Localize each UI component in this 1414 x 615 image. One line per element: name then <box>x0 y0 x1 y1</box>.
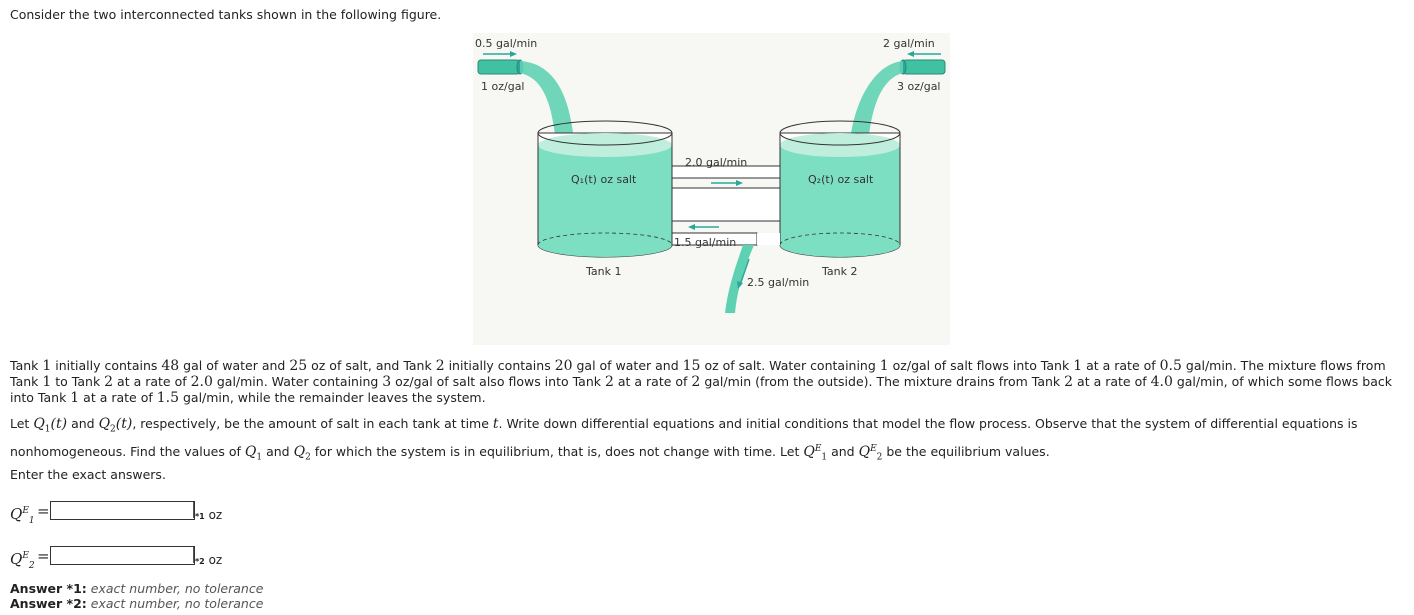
tank-2 <box>780 121 900 257</box>
answer-note-2: Answer *2: exact number, no tolerance <box>10 596 264 611</box>
equals-sign: = <box>37 502 50 520</box>
inflow1-conc: 1 oz/gal <box>481 80 525 93</box>
answer-input-2[interactable] <box>50 546 195 565</box>
connecting-pipes <box>672 166 780 245</box>
answer-tag-2: *2 oz <box>195 553 223 567</box>
intro-text: Consider the two interconnected tanks shown in the following figure. <box>10 7 442 22</box>
answer-note-1: Answer *1: exact number, no tolerance <box>10 581 264 596</box>
q2e-symbol: $Q^E_2$ <box>10 550 35 571</box>
problem-statement: Tank 1 initially contains 48 gal of water and 25 oz of salt, and Tank 2 initially contains 20 gal of water and 15 oz of salt. Water containing 1 oz/gal of salt flows into Tank 1 at a rate of 0.5 gal/min. The mixture flows from Tank 1 to Tank 2 at a rate of 2.0 gal/min. Water containing 3 oz/gal of salt also flows into Tank 2 at a rate of 2 gal/min (from the outside). The mixture drains from Tank 2 at a rate of 4.0 gal/min, of which some flows back into Tank 1 at a rate of 1.5 gal/min, while the remainder leaves the system. <box>10 358 1392 406</box>
pipe-bottom-rate: 1.5 gal/min <box>674 236 737 249</box>
q1e-symbol: $Q^E_1$ <box>10 505 35 526</box>
tank-1 <box>538 121 672 257</box>
tank1-salt-label: Q₁(t) oz salt <box>571 173 637 186</box>
tank2-salt-label: Q₂(t) oz salt <box>808 173 874 186</box>
tank1-label: Tank 1 <box>586 265 622 278</box>
inflow1-rate: 0.5 gal/min <box>475 37 538 50</box>
problem-question: Let $Q_1(t)$ and $Q_2(t)$, respectively, be the amount of salt in each tank at time t. Write down differential equations and initial conditions that model the flow process. Observe that the system of differential equations is nonhomogeneous. Find the values of $Q_1$ and $Q_2$ for which the system is in equilibrium, that is, does not change with time. Let $Q^E_1$ and $Q^E_2$ be the equilibrium values. <box>10 416 1358 463</box>
tank2-label: Tank 2 <box>822 265 858 278</box>
answer-tag-1: *1 oz <box>195 508 223 522</box>
input-marker <box>193 547 194 563</box>
tanks-figure <box>473 33 950 345</box>
answer-notes <box>10 581 263 611</box>
equals-sign: = <box>37 547 50 565</box>
answer-input-1[interactable] <box>50 501 195 520</box>
instructions: Enter the exact answers. <box>10 467 166 482</box>
inflow2-conc: 3 oz/gal <box>897 80 941 93</box>
drain-rate: 2.5 gal/min <box>747 276 810 289</box>
input-marker <box>193 502 194 518</box>
inflow2-rate: 2 gal/min <box>883 37 935 50</box>
pipe-top-rate: 2.0 gal/min <box>685 156 748 169</box>
